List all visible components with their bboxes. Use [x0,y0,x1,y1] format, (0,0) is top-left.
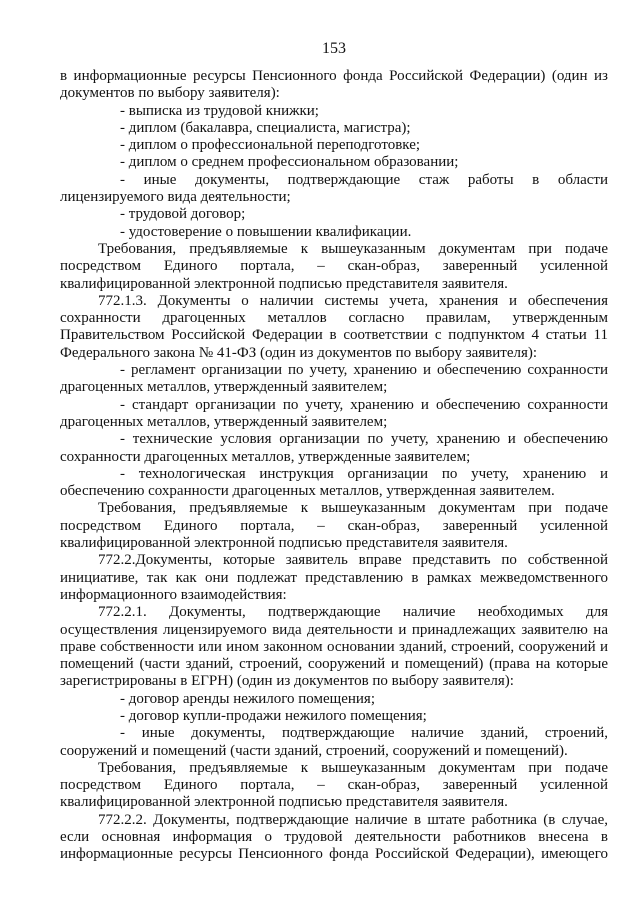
list-item-technological-instruction: - технологическая инструкция организации по учету, хранению и обеспечению сохранности драгоценных металлов, утвержденная заявителем. [60,465,608,500]
list-item-other-experience-docs: - иные документы, подтверждающие стаж работы в области лицензируемого вида деятельности; [60,171,608,206]
paragraph-772-2-1: 772.2.1. Документы, подтверждающие наличие необходимых для осуществления лицензируемого вида деятельности и принадлежащих заявителю на праве собственности или ином законном основании зданий, строений, сооружений и помещений (части зданий, строений, сооружений и помещений) (права на которые зарегистрированы в ЕГРН) (один из документов по выбору заявителя): [60,604,608,690]
list-item-standard: - стандарт организации по учету, хранению и обеспечению сохранности драгоценных металлов, утвержденный заявителем; [60,396,608,430]
list-item-reglament: - регламент организации по учету, хранению и обеспечению сохранности драгоценных металлов, утвержденный заявителем; [60,362,608,396]
page-number: 153 [322,40,346,57]
list-item-diploma-degree: - диплом (бакалавра, специалиста, магистра); [120,119,411,136]
list-item-employment-record: - выписка из трудовой книжки; [120,102,319,119]
list-item-employment-contract: - трудовой договор; [120,206,246,223]
paragraph-772-2-2: 772.2.2. Документы, подтверждающие наличие в штате работника (в случае, если основная информация о трудовой деятельности работников внесена в информационные ресурсы Пенсионного фонда Российской Федерации), имеющего [60,811,608,863]
paragraph-requirements-2: Требования, предъявляемые к вышеуказанным документам при подаче посредством Единого портала, – скан-образ, заверенный усиленной квалифицированной электронной подписью представителя заявителя. [60,500,608,552]
list-item-diploma-retraining: - диплом о профессиональной переподготовке; [120,137,421,154]
list-item-lease-agreement: - договор аренды нежилого помещения; [120,690,375,707]
list-item-sale-agreement: - договор купли-продажи нежилого помещения; [120,707,427,724]
paragraph-intro-continuation: в информационные ресурсы Пенсионного фонда Российской Федерации) (один из документов по выбору заявителя): [60,68,608,102]
paragraph-772-2: 772.2.Документы, которые заявитель вправе представить по собственной инициативе, так как они подлежат представлению в рамках межведомственного информационного взаимодействия: [60,552,608,603]
list-item-other-premises-docs: - иные документы, подтверждающие наличие зданий, строений, сооружений и помещений (части зданий, строений, сооружений и помещений). [60,725,608,759]
document-page [60,40,608,864]
list-item-qualification-certificate: - удостоверение о повышении квалификации. [120,223,412,240]
paragraph-requirements-3: Требования, предъявляемые к вышеуказанным документам при подаче посредством Единого портала, – скан-образ, заверенный усиленной квалифицированной электронной подписью представителя заявителя. [60,759,608,811]
list-item-technical-conditions: - технические условия организации по учету, хранению и обеспечению сохранности драгоценных металлов, утвержденные заявителем; [60,431,608,465]
paragraph-requirements-1: Требования, предъявляемые к вышеуказанным документам при подаче посредством Единого портала, – скан-образ, заверенный усиленной квалифицированной электронной подписью представителя заявителя. [60,240,608,292]
paragraph-772-1-3: 772.1.3. Документы о наличии системы учета, хранения и обеспечения сохранности драгоценных металлов согласно правилам, утвержденным Правительством Российской Федерации в соответствии с подпунктом 4 статьи 11 Федерального закона № 41-ФЗ (один из документов по выбору заявителя): [60,292,608,361]
list-item-diploma-vocational: - диплом о среднем профессиональном образовании; [120,154,459,171]
